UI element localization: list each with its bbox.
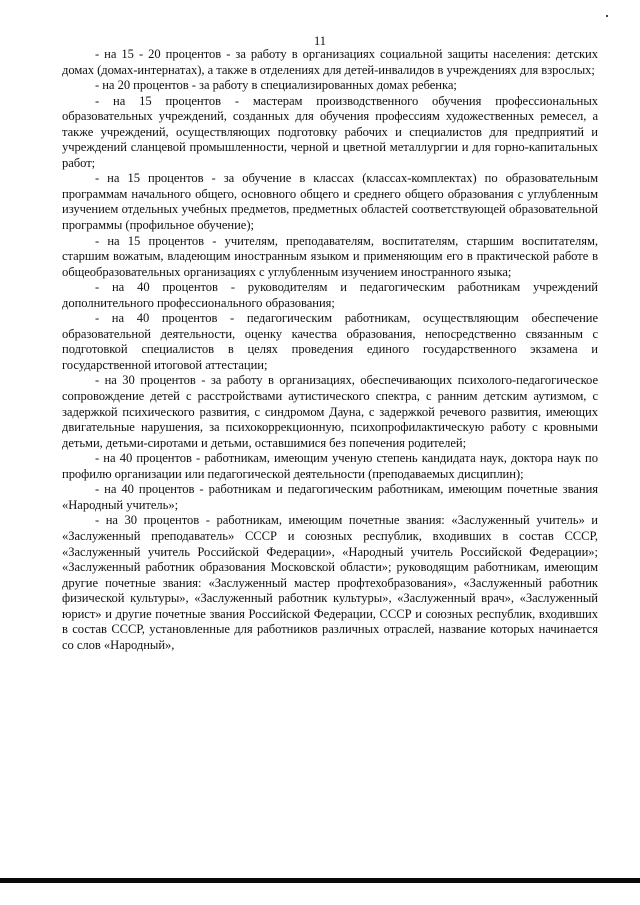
paragraph-11: - на 30 процентов - работникам, имеющим почетные звания: «Заслуженный учитель» и «Заслуженный преподаватель» СССР и союзных республик, входивших в состав СССР, «Заслуженный учитель Российской Федерации», «Народный учитель Российской Федерации»; «Заслуженный работник образования Московской области»; руководящим работникам, имеющим другие почетные звания: «Заслуженный мастер профтехобразования», «Заслуженный работник физической культуры», «Заслуженный работник культуры», «Заслуженный врач», «Заслуженный юрист» и другие почетные звания Российской Федерации, СССР и союзных республик, входивших в состав СССР, установленные для работников различных отраслей, название которых начинается со слов «Народный», xyxy=(62,513,598,652)
scan-edge-bar xyxy=(0,878,640,883)
scan-speck xyxy=(606,15,608,17)
paragraph-4: - на 15 процентов - за обучение в классах (классах-комплектах) по образовательным программам начального общего, основного общего и среднего общего образования с углубленным изучением отдельных учебных предметов, предметных областей соответствующей образовательной программы (профильное обучение); xyxy=(62,171,598,233)
paragraph-2: - на 20 процентов - за работу в специализированных домах ребенка; xyxy=(95,78,457,93)
paragraph-5: - на 15 процентов - учителям, преподавателям, воспитателям, старшим воспитателям, старшим вожатым, владеющим иностранным языком и применяющим его в практической работе в общеобразовательных организациях с углубленным изучением иностранного языка; xyxy=(62,233,598,279)
paragraph-9: - на 40 процентов - работникам, имеющим ученую степень кандидата наук, доктора наук по профилю организации или педагогической деятельности (преподаваемых дисциплин); xyxy=(62,451,598,481)
paragraph-3: - на 15 процентов - мастерам производственного обучения профессиональных образовательных учреждений, созданных для обучения профессиям художественных ремесел, а также учреждений, осуществляющих подготовку рабочих и специалистов для предприятий и учреждений сланцевой промышленности, черной и цветной металлургии и для горно-капитальных работ; xyxy=(62,93,598,170)
document-body xyxy=(62,47,598,653)
paragraph-7: - на 40 процентов - педагогическим работникам, осуществляющим обеспечение образовательной деятельности, оценку качества образования, непосредственно связанным с подготовкой специалистов в целях проведения единого государственного экзамена и государственной итоговой аттестации; xyxy=(62,311,598,372)
paragraph-1: - на 15 - 20 процентов - за работу в организациях социальной защиты населения: детских домах (домах-интернатах), а также в отделениях для детей-инвалидов в учреждениях для взрослых; xyxy=(62,47,598,77)
paragraph-6: - на 40 процентов - руководителям и педагогическим работникам учреждений дополнительного профессионального образования; xyxy=(62,280,598,310)
page-number: 11 xyxy=(313,34,327,48)
paragraph-8: - на 30 процентов - за работу в организациях, обеспечивающих психолого-педагогическое сопровождение детей с расстройствами аутистического спектра, с ранним детским аутизмом, с задержкой психического развития, с синдромом Дауна, с задержкой речевого развития, имеющих двигательные нарушения, за психокоррекционную, психопрофилактическую работу с кровными детьми, детьми-сиротами и детьми, оставшимися без попечения родителей; xyxy=(62,373,598,450)
paragraph-10: - на 40 процентов - работникам и педагогическим работникам, имеющим почетные звания «Народный учитель»; xyxy=(62,482,598,512)
